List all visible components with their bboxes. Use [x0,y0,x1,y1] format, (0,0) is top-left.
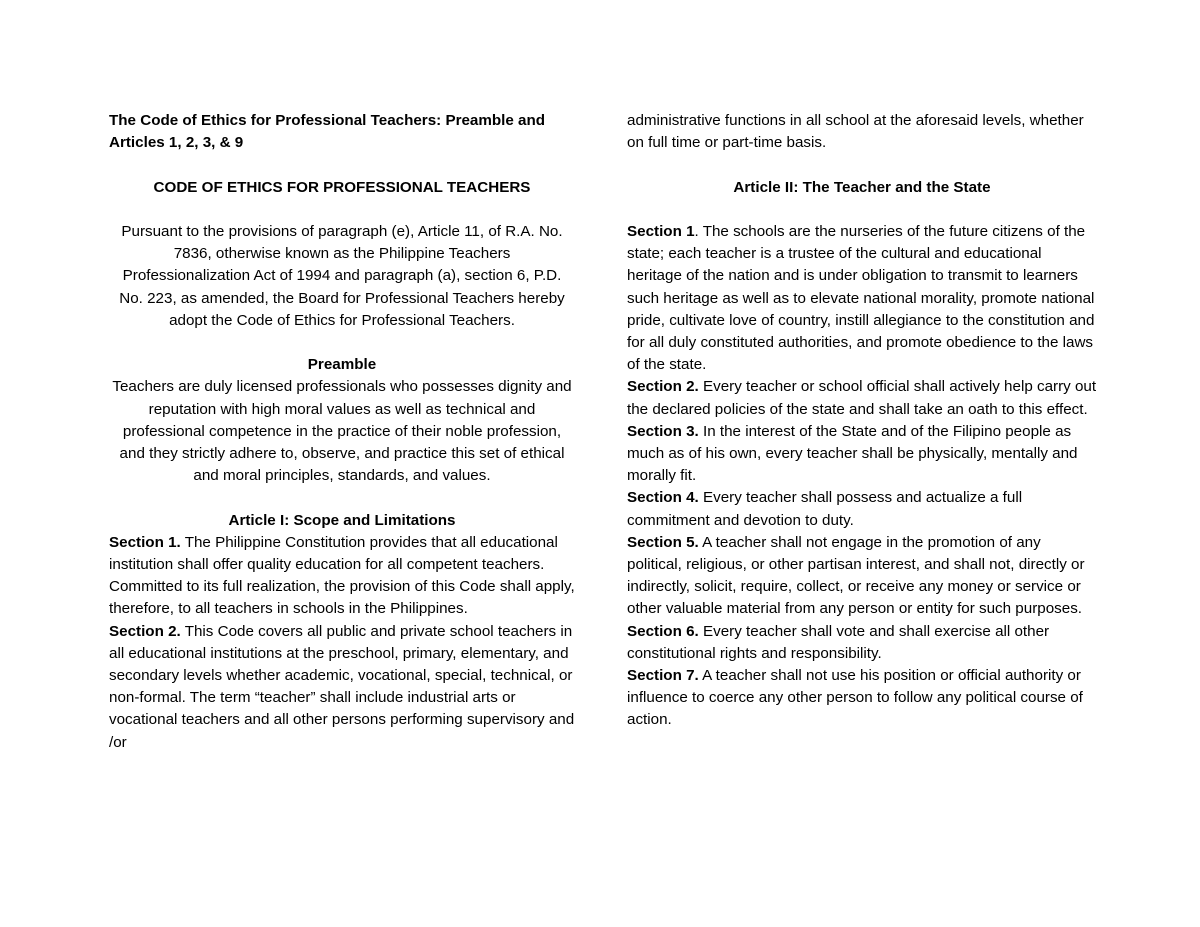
section-text: This Code covers all public and private school teachers in all educational institutions at the preschool, primary, elementary, and secondary levels whether academic, vocational, special, technical, or non-formal. The term “teacher” shall include industrial arts or vocational teachers and all other persons performing supervisory and /or [109,622,575,751]
right-column [627,110,1097,732]
section-label: Section 1. [109,533,181,551]
section-label: Section 5. [627,533,699,551]
section-label: Section 2. [109,622,181,640]
section-text: Every teacher shall vote and shall exercise all other constitutional rights and responsibility. [627,622,1050,662]
intro-paragraph: Pursuant to the provisions of paragraph (e), Article 11, of R.A. No. 7836, otherwise known as the Philippine Teachers Professionalization Act of 1994 and paragraph (a), section 6, P.D. No. 223, as amended, the Board for Professional Teachers hereby adopt the Code of Ethics for Professional Teachers. [119,222,565,329]
section-label: Section 2. [627,378,699,396]
section-label: Section 7. [627,667,699,685]
section-text: A teacher shall not use his position or official authority or influence to coerce any other person to follow any political course of action. [627,667,1083,729]
article-2-section-6 [627,621,1097,665]
section-text: In the interest of the State and of the Filipino people as much as of his own, every teacher shall be physically, mentally and morally fit. [627,422,1078,485]
continuation-text: administrative functions in all school at the aforesaid levels, whether on full time or part-time basis. [627,112,1084,152]
section-text: . The schools are the nurseries of the future citizens of the state; each teacher is a trustee of the cultural and educational heritage of the nation and is under obligation to transmit to learners such heritage as well as to elevate national morality, promote national pride, cultivate love of country, instill allegiance to the constitution and for all duly constituted authorities, and promote obedience to the laws of the state. [627,222,1095,374]
article-2-section-1 [627,221,1097,376]
preamble-text: Teachers are duly licensed professionals who possesses dignity and reputation with high moral values as well as technical and professional competence in the practice of their noble profession, and they strictly adhere to, observe, and practice this set of ethical and moral principles, standards, and values. [112,378,572,485]
section-text: A teacher shall not engage in the promotion of any political, religious, or other partisan interest, and shall not, directly or indirectly, solicit, require, collect, or receive any money or service or other valuable material from any person or entity for such purposes. [627,533,1085,618]
code-heading: CODE OF ETHICS FOR PROFESSIONAL TEACHERS [153,178,531,196]
section-text: The Philippine Constitution provides that all educational institution shall offer quality education for all competent teachers. Committed to its full realization, the provision of this Code shall apply, therefore, to all teachers in schools in the Philippines. [109,533,575,618]
article-2-section-2 [627,376,1097,420]
document-title: The Code of Ethics for Professional Teachers: Preamble and Articles 1, 2, 3, & 9 [109,112,546,152]
article-2-section-4 [627,487,1097,531]
section-label: Section 4. [627,489,699,507]
left-column [109,110,575,754]
article-2-section-7 [627,665,1097,732]
article-2-section-3 [627,421,1097,488]
section-text: Every teacher shall possess and actualize a full commitment and devotion to duty. [627,489,1023,529]
section-text: Every teacher or school official shall actively help carry out the declared policies of the state and shall take an oath to this effect. [627,378,1097,418]
section-label: Section 3. [627,422,699,440]
article-1-section-1 [109,532,575,621]
section-label: Section 1 [627,222,695,240]
article-1-heading: Article I: Scope and Limitations [228,511,456,529]
preamble-heading: Preamble [307,356,377,374]
article-1-section-2 [109,621,575,754]
article-2-heading: Article II: The Teacher and the State [733,178,991,196]
article-2-section-5 [627,532,1097,621]
section-label: Section 6. [627,622,699,640]
